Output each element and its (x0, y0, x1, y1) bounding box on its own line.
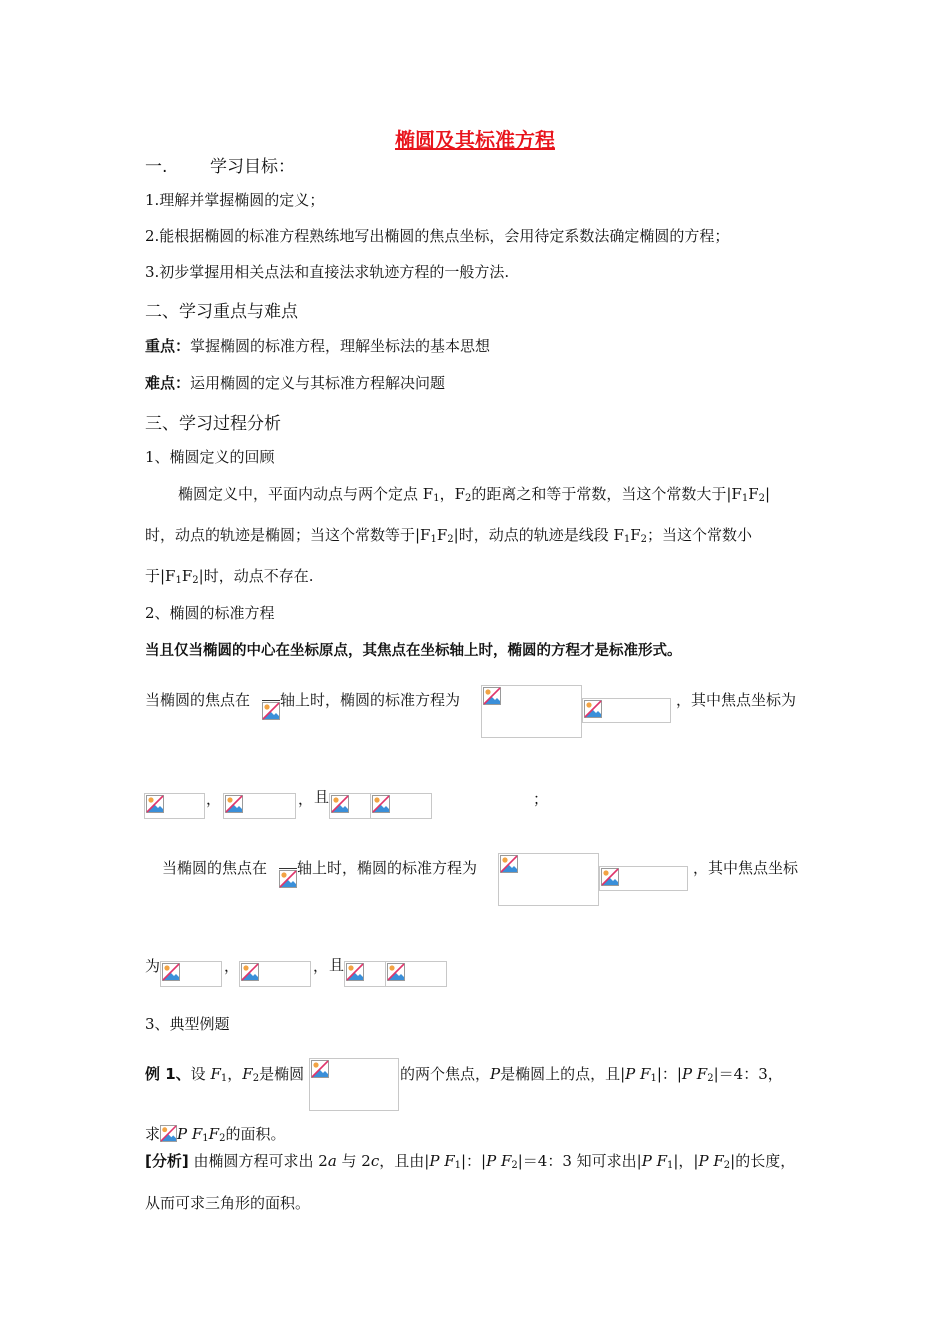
broken-image-icon (387, 963, 405, 981)
goal-3: 3.初步掌握用相关点法和直接法求轨迹方程的一般方法. (145, 263, 510, 281)
broken-image-icon (601, 868, 619, 886)
key-point (145, 336, 490, 356)
example-label: 例 1、 (145, 1065, 191, 1083)
sub: 1 (741, 493, 749, 504)
text: F (210, 1065, 221, 1083)
text: |＝4：3， (713, 1065, 783, 1083)
broken-image-icon (262, 702, 280, 720)
y-axis-text-c: ，其中焦点坐标 (693, 859, 799, 877)
text: |：| (460, 1152, 487, 1170)
sub: 1 (454, 1160, 461, 1171)
broken-image-icon (311, 1060, 329, 1078)
section-2-heading: 二、学习重点与难点 (145, 302, 298, 322)
comma: ， (224, 957, 240, 975)
text: P F (429, 1152, 455, 1170)
text: a (327, 1152, 337, 1170)
underline-blank (279, 868, 297, 869)
section-1-heading: 学习目标： (210, 157, 295, 177)
comma: ， (313, 957, 329, 975)
text: 的面积。 (225, 1125, 286, 1143)
triangle-image-icon (160, 1125, 177, 1142)
text: 是椭圆上的点，且| (500, 1065, 626, 1083)
sub: 1 (433, 493, 440, 504)
text: F (630, 526, 641, 544)
text: P F (625, 1065, 651, 1083)
text: |时，动点的轨迹是线段 F (453, 526, 624, 544)
text: F (748, 485, 759, 503)
broken-image-icon (279, 870, 297, 888)
sub: 1 (175, 575, 182, 586)
broken-image-icon (241, 963, 259, 981)
sub: 2 (192, 575, 199, 586)
broken-image-icon (346, 963, 364, 981)
text: ，且由| (379, 1152, 430, 1170)
sub: 1 (667, 1160, 674, 1171)
broken-image-icon (331, 795, 349, 813)
analysis-line-1 (145, 1151, 795, 1171)
subsection-1-heading: 1、椭圆定义的回顾 (145, 448, 275, 466)
focus-image (144, 793, 205, 819)
section-3-heading: 三、学习过程分析 (145, 414, 281, 434)
text: P F (177, 1125, 203, 1143)
broken-image-icon (162, 963, 180, 981)
broken-image-icon (584, 700, 602, 718)
difficult-point (145, 373, 445, 393)
equation-image (498, 853, 599, 906)
broken-image-icon (225, 795, 243, 813)
text: F (242, 1065, 253, 1083)
focus-image (239, 961, 311, 987)
key-label: 重点： (145, 337, 191, 355)
sub: 2 (758, 493, 766, 504)
subsection-2-heading: 2、椭圆的标准方程 (145, 604, 275, 622)
text: c (370, 1152, 380, 1170)
hard-text: 运用椭圆的定义与其标准方程解决问题 (190, 374, 446, 392)
definition-line-2 (145, 525, 752, 545)
document-title: 椭圆及其标准方程 (395, 128, 555, 152)
wei-text: 为 (145, 957, 161, 975)
x-axis-text-c: ，其中焦点坐标为 (676, 691, 797, 709)
text: 的距离之和等于常数，当这个常数大于|F (471, 485, 742, 503)
text: P F (698, 1152, 724, 1170)
and-text: 且 (314, 788, 330, 806)
analysis-line-2: 从而可求三角形的面积。 (145, 1194, 311, 1212)
equation-image (582, 698, 671, 723)
sub: 2 (447, 534, 454, 545)
goal-2: 2.能根据椭圆的标准方程熟练地写出椭圆的焦点坐标，会用待定系数法确定椭圆的方程； (145, 227, 730, 245)
example-1-line-a (145, 1064, 304, 1084)
text: ， (439, 485, 455, 503)
text: P (490, 1065, 501, 1083)
text: 由椭圆方程可求出 2 (193, 1152, 328, 1170)
section-1-number: 一. (145, 157, 168, 177)
condition-image (370, 793, 432, 819)
x-axis-text-b: 轴上时，椭圆的标准方程为 (280, 691, 461, 709)
text: 时，动点的轨迹是椭圆；当这个常数等于|F (145, 526, 431, 544)
text: 与 2 (336, 1152, 371, 1170)
equation-image (481, 685, 582, 738)
sub: 2 (252, 1073, 260, 1084)
ellipse-equation-image (309, 1058, 399, 1111)
text: 设 (190, 1065, 211, 1083)
text: ， (227, 1065, 243, 1083)
sub: 1 (220, 1073, 228, 1084)
equation-image (599, 866, 688, 891)
sub: 1 (430, 534, 437, 545)
example-1-line-b (400, 1064, 783, 1084)
text: P F (486, 1152, 512, 1170)
and-text: 且 (329, 956, 345, 974)
analysis-label: [分析] (145, 1152, 189, 1170)
condition-image (344, 961, 386, 987)
text: 求 (145, 1125, 161, 1143)
definition-line-1: 椭圆定义中，平面内动点与两个定点 $F_1$，$F_2$的距离之和等于常数，当这个常数大于$|F_1F_2|$ (178, 485, 771, 504)
comma: ， (298, 790, 314, 808)
definition-line-3 (145, 566, 313, 586)
text: |的长度， (730, 1152, 796, 1170)
text: |＝4：3 知可求出| (517, 1152, 642, 1170)
focus-image (160, 961, 222, 987)
subsection-3-heading: 3、典型例题 (145, 1015, 230, 1033)
broken-image-icon (500, 855, 518, 873)
sub: 1 (623, 534, 631, 545)
text: |时，动点不存在. (198, 567, 314, 585)
sub: 2 (640, 534, 648, 545)
text: 椭圆定义中，平面内动点与两个定点 F (178, 485, 434, 503)
y-axis-text-a: 当椭圆的焦点在 (162, 859, 268, 877)
hard-label: 难点： (145, 374, 191, 392)
broken-image-icon (146, 795, 164, 813)
text: 于|F (145, 567, 176, 585)
text: |：| (656, 1065, 682, 1083)
sub: 2 (707, 1073, 714, 1084)
text: F (181, 567, 193, 585)
condition-image (329, 793, 371, 819)
condition-image (385, 961, 447, 987)
sub: 2 (465, 493, 472, 504)
sub: 2 (723, 1160, 731, 1171)
comma: ， (206, 790, 222, 808)
text: F (454, 485, 465, 503)
text: 的两个焦点， (400, 1065, 491, 1083)
text: F (436, 526, 448, 544)
broken-image-icon (483, 687, 501, 705)
text: |，| (673, 1152, 699, 1170)
goal-1: 1.理解并掌握椭圆的定义； (145, 191, 325, 209)
text: P F (681, 1065, 708, 1083)
sub: 2 (219, 1133, 226, 1144)
focus-image (223, 793, 296, 819)
text: ；当这个常数小 (647, 526, 753, 544)
key-text: 掌握椭圆的标准方程，理解坐标法的基本思想 (190, 337, 491, 355)
example-1-question (145, 1124, 285, 1144)
semicolon: ； (533, 790, 549, 808)
standard-form-note: 当且仅当椭圆的中心在坐标原点，其焦点在坐标轴上时，椭圆的方程才是标准形式。 (145, 643, 682, 659)
text: F (208, 1125, 220, 1143)
broken-image-icon (372, 795, 390, 813)
underline-blank (262, 700, 280, 701)
sub: 1 (202, 1133, 209, 1144)
x-axis-text-a: 当椭圆的焦点在 (145, 691, 251, 709)
text: P F (641, 1152, 667, 1170)
sub: 1 (650, 1073, 657, 1084)
text: 是椭圆 (259, 1065, 305, 1083)
y-axis-text-b: 轴上时，椭圆的标准方程为 (297, 859, 478, 877)
sub: 2 (511, 1160, 518, 1171)
